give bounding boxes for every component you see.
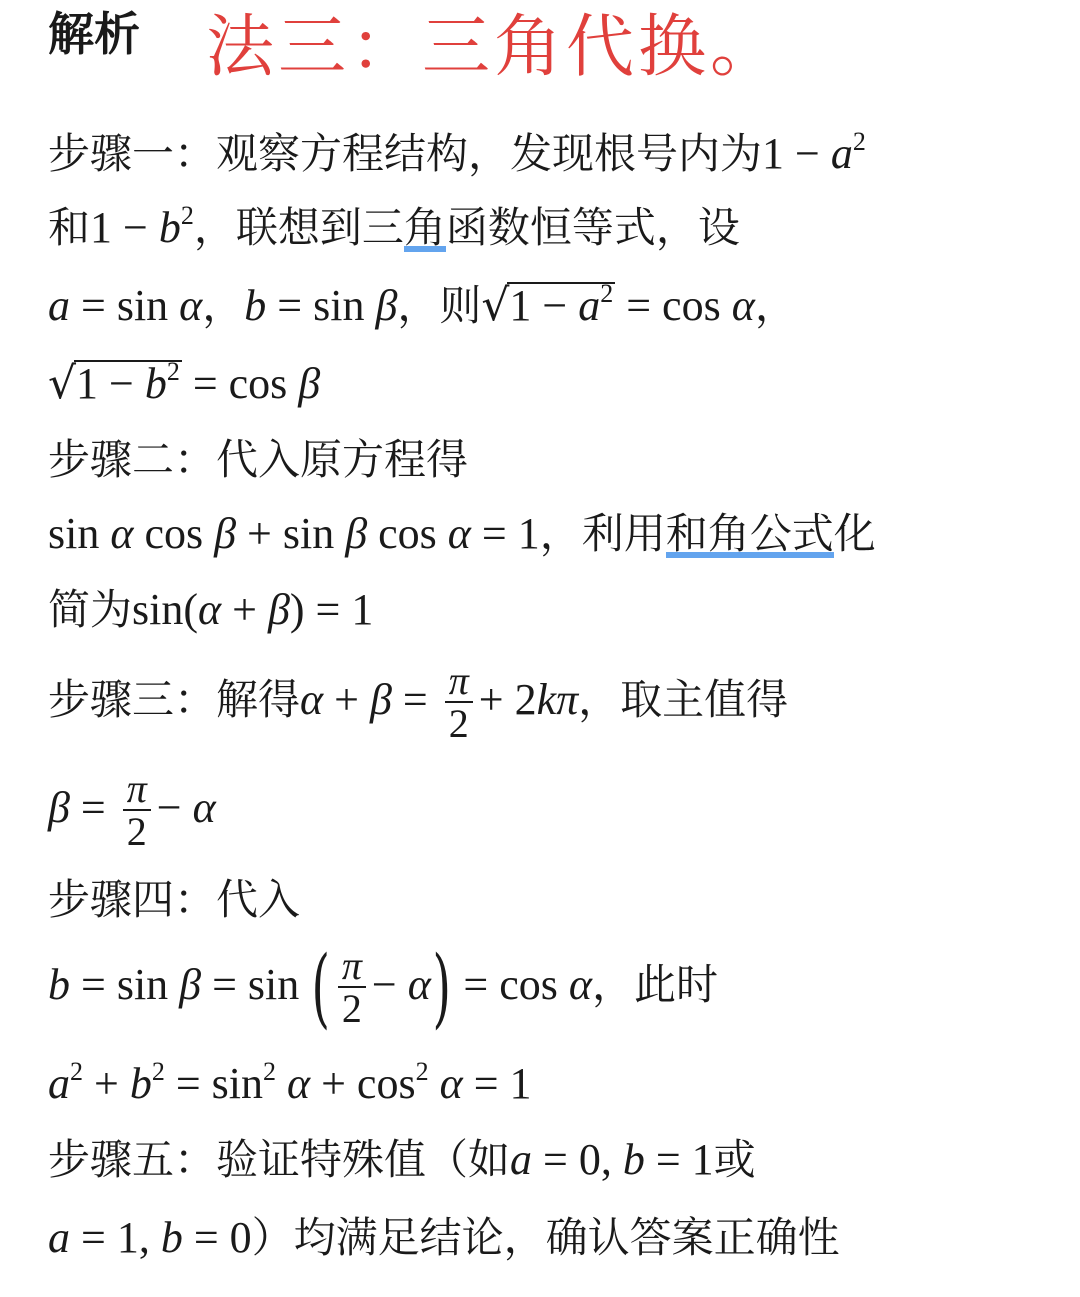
step4-line3: $a^2 + b^2 = \sin^2 \alpha + \cos^2 \alpha = 1$ [48, 1057, 532, 1108]
step5-line2: a = 1, b = 0）均满足结论，确认答案正确性 [48, 1213, 840, 1262]
right-paren: ) [432, 937, 451, 1038]
step1-line2: 和$1 - b^2$，联想到三角函数恒等式，设 [48, 201, 740, 252]
step3-line2: β = $\frac{\pi}{2}$ − α [48, 765, 216, 854]
step5-line1: 步骤五：验证特殊值（如a = 0, b = 1或 [48, 1135, 756, 1184]
step2-line3: 简为sin(α + β) = 1 [48, 585, 374, 634]
sqrt-1-b2: √ $1 - b^2$ [48, 357, 180, 409]
header-label: 解析 [48, 7, 140, 61]
step4-line2: b = sin β = sin ( $\frac{\pi}{2}$ − α) = cos α，此时 [48, 937, 718, 1038]
fraction-pi-over-2: $\frac{\pi}{2}$ [123, 769, 151, 853]
step4-title: 步骤四：代入 [48, 875, 301, 924]
left-paren: ( [311, 937, 331, 1038]
step1-line1: 步骤一：观察方程结构，发现根号内为$1 - a^2$ [48, 127, 866, 178]
step2-line2: sin α cos β + sin β cos α = 1，利用和角公式化 [48, 509, 876, 558]
fraction-pi-over-2: $\frac{\pi}{2}$ [445, 661, 473, 745]
fraction-pi-over-2: $\frac{\pi}{2}$ [338, 946, 366, 1030]
method-title: 法三：三角代换。 [206, 8, 783, 87]
step3-line1: 步骤三：解得α + β = $\frac{\pi}{2}$ + 2kπ，取主值得 [48, 657, 789, 746]
step2-title: 步骤二：代入原方程得 [48, 435, 469, 484]
step1-line4: √ $1 - b^2 = \cos \beta$ [48, 357, 321, 409]
sqrt-1-a2: √ $1 - a^2$ [481, 279, 614, 331]
step1-line3: a = sin α，b = sin β，则 √ $1 - a^2 = \cos \alpha$， [48, 279, 797, 331]
